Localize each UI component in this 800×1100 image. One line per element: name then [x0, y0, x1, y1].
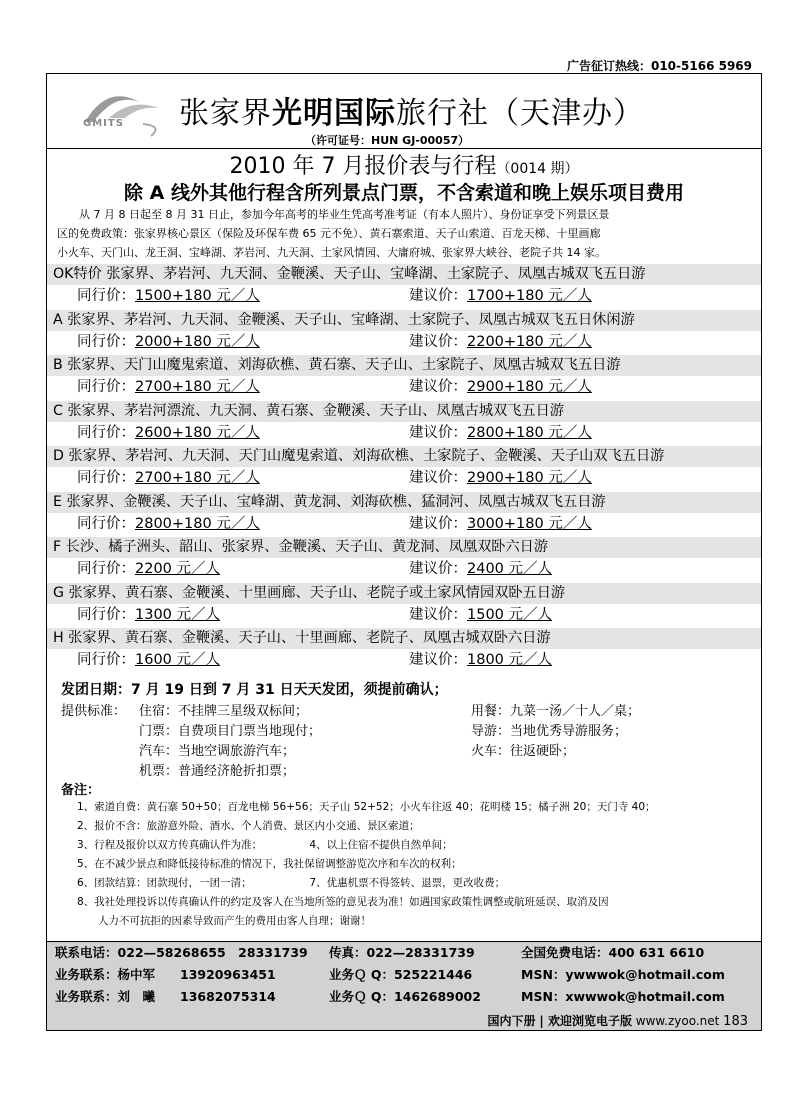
suggested-price: 建议价：2900+180 元／人	[409, 379, 592, 395]
note-item: 5、在不减少景点和降低接待标准的情况下，我社保留调整游览次序和车次的权利；	[77, 858, 462, 870]
company-name-suffix: 旅行社（天津办）	[396, 96, 644, 131]
route-name: A 张家界、茅岩河、九天洞、金鞭溪、天子山、宝峰湖、土家院子、凤凰古城双飞五日休闲游	[47, 310, 761, 331]
contact-fax: 传真：022—28331739	[329, 945, 475, 960]
msn-address: MSN：xwwwok@hotmail.com	[521, 989, 725, 1004]
issue-number: （0014 期）	[496, 161, 579, 177]
peer-price: 同行价：2700+180 元／人	[77, 470, 260, 486]
advert-frame	[46, 73, 762, 1031]
route-e	[47, 492, 761, 538]
business-qq: 业务Ｑ Q：1462689002	[329, 989, 481, 1004]
business-qq: 业务Ｑ Q：525221446	[329, 967, 473, 982]
intro-line: 小火车、天门山、龙王洞、宝峰湖、茅岩河、九天洞、土家风情园、大庸府城、张家界大峡谷、老院子共 14 家。	[57, 246, 606, 259]
footer-section: 国内下册	[487, 1014, 536, 1028]
price-row	[47, 604, 761, 626]
page-title	[47, 149, 761, 180]
intro-line: 区的免费政策：张家界核心景区（保险及环保车费 65 元不免）、黄石寨索道、天子山索道、百龙天梯、十里画廊	[57, 227, 601, 240]
route-h	[47, 628, 761, 674]
price-row	[47, 285, 761, 307]
price-row	[47, 649, 761, 671]
peer-price: 同行价：2000+180 元／人	[77, 333, 260, 350]
route-name: OK特价 张家界、茅岩河、九天洞、金鞭溪、天子山、宝峰湖、土家院子、凤凰古城双飞五日游	[47, 264, 761, 285]
suggested-price: 建议价：1500 元／人	[409, 606, 553, 623]
note-item: 人力不可抗拒的因素导致而产生的费用由客人自理；谢谢！	[77, 915, 371, 927]
suggested-price: 建议价：3000+180 元／人	[409, 515, 592, 532]
standard-item: 机票：普通经济舱折扣票；	[139, 764, 296, 779]
business-contact: 业务联系：刘 曦 13682075314	[55, 989, 276, 1004]
footer-website[interactable]: www.zyoo.net	[635, 1014, 720, 1028]
suggested-price: 建议价：2800+180 元／人	[409, 424, 592, 441]
standard-item: 火车：往返硬卧；	[471, 744, 576, 759]
route-name: H 张家界、黄石寨、金鞭溪、天子山、十里画廊、老院子、凤凰古城双卧六日游	[47, 628, 761, 649]
departure-dates: 发团日期：7 月 19 日到 7 月 31 日天天发团，须提前确认；	[61, 682, 448, 698]
route-name: B 张家界、天门山魔鬼索道、刘海砍樵、黄石寨、天子山、土家院子、凤凰古城双飞五日游	[47, 355, 761, 376]
route-list	[47, 264, 761, 674]
route-g	[47, 583, 761, 629]
intro-paragraph	[57, 205, 751, 262]
toll-free-phone: 全国免费电话：400 631 6610	[521, 945, 705, 960]
note-item: 6、团款结算：团款现付，一团一清； 7、优惠机票不得签转、退票，更改收费；	[77, 877, 506, 889]
peer-price: 同行价：1500+180 元／人	[77, 288, 260, 304]
page-footer: 国内下册 | 欢迎浏览电子版 www.zyoo.net 183	[487, 1014, 748, 1029]
standard-item: 门票：自费项目门票当地现付；	[139, 724, 322, 739]
intro-line: 从 7 月 8 日起至 8 月 31 日止，参加今年高考的毕业生凭高考准考证（有本人照片）、身份证享受下列景区景	[57, 208, 610, 221]
route-name: F 长沙、橘子洲头、韶山、张家界、金鞭溪、天子山、黄龙洞、凤凰双卧六日游	[47, 537, 761, 558]
page-number: 183	[723, 1014, 748, 1029]
route-a	[47, 310, 761, 356]
standard-item: 导游：当地优秀导游服务；	[471, 724, 628, 739]
price-row	[47, 467, 761, 489]
standard-item: 汽车：当地空调旅游汽车；	[139, 744, 296, 759]
msn-address: MSN：ywwwok@hotmail.com	[521, 967, 725, 982]
suggested-price: 建议价：2400 元／人	[409, 561, 553, 577]
title-main: 2010 年 7 月报价表与行程	[229, 154, 497, 179]
gmits-logo-icon	[79, 84, 165, 142]
contact-row	[47, 942, 761, 964]
company-name	[179, 88, 644, 132]
price-row	[47, 422, 761, 444]
notes-list	[77, 798, 656, 931]
standard-item: 住宿：不挂牌三星级双标间；	[139, 704, 309, 719]
route-ok	[47, 264, 761, 310]
route-name: E 张家界、金鞭溪、天子山、宝峰湖、黄龙洞、刘海砍樵、猛洞河、凤凰古城双飞五日游	[47, 492, 761, 513]
note-item: 1、索道自费：黄石寨 50+50；百龙电梯 56+56；天子山 52+52；小火车往返 40；花明楼 15；橘子洲 20；天门寺 40；	[77, 801, 656, 813]
route-d	[47, 446, 761, 492]
price-row	[47, 558, 761, 580]
suggested-price: 建议价：1700+180 元／人	[409, 288, 592, 304]
note-item: 8、我社处理投诉以传真确认件的约定及客人在当地所签的意见表为准！如遇国家政策性调整或航班延误、取消及因	[77, 896, 609, 908]
suggested-price: 建议价：2200+180 元／人	[409, 333, 592, 350]
notes-title: 备注：	[61, 783, 101, 798]
contact-phone: 联系电话：022—58268655 28331739	[55, 945, 308, 960]
peer-price: 同行价：1600 元／人	[77, 652, 221, 668]
license-number: （许可证号：HUN GJ-00057）	[305, 134, 470, 147]
route-f	[47, 537, 761, 583]
price-row	[47, 331, 761, 353]
company-name-bold: 光明国际	[272, 96, 396, 131]
peer-price: 同行价：2800+180 元／人	[77, 515, 260, 532]
note-item: 2、报价不含：旅游意外险、酒水、个人消费、景区内小交通、景区索道；	[77, 820, 420, 832]
logo-text: GMITS	[83, 118, 124, 129]
company-name-prefix: 张家界	[179, 96, 272, 131]
note-item: 3、行程及报价以双方传真确认件为准； 4、以上住宿不提供自然单间；	[77, 839, 453, 851]
standards-label: 提供标准：	[61, 704, 127, 719]
footer-link-text: 欢迎浏览电子版	[547, 1014, 632, 1028]
route-name: G 张家界、黄石寨、金鞭溪、十里画廊、天子山、老院子或土家风情园双卧五日游	[47, 583, 761, 604]
price-row	[47, 376, 761, 398]
contact-row	[47, 964, 761, 986]
business-contact: 业务联系：杨中军 13920963451	[55, 967, 276, 982]
peer-price: 同行价：2700+180 元／人	[77, 379, 260, 395]
standard-item: 用餐：九菜一汤／十人／桌；	[471, 704, 641, 719]
route-name: D 张家界、茅岩河、九天洞、天门山魔鬼索道、刘海砍樵、土家院子、金鞭溪、天子山双飞五日游	[47, 446, 761, 467]
page-subtitle: 除 A 线外其他行程含所列景点门票，不含索道和晚上娱乐项目费用	[124, 182, 684, 204]
ad-hotline: 广告征订热线：010-5166 5969	[566, 59, 752, 73]
peer-price: 同行价：1300 元／人	[77, 606, 221, 623]
contact-row	[47, 986, 761, 1008]
route-b	[47, 355, 761, 401]
price-row	[47, 513, 761, 535]
route-c	[47, 401, 761, 447]
suggested-price: 建议价：1800 元／人	[409, 652, 553, 668]
route-name: C 张家界、茅岩河漂流、九天洞、黄石寨、金鞭溪、天子山、凤凰古城双飞五日游	[47, 401, 761, 422]
suggested-price: 建议价：2900+180 元／人	[409, 470, 592, 486]
peer-price: 同行价：2200 元／人	[77, 561, 221, 577]
peer-price: 同行价：2600+180 元／人	[77, 424, 260, 441]
